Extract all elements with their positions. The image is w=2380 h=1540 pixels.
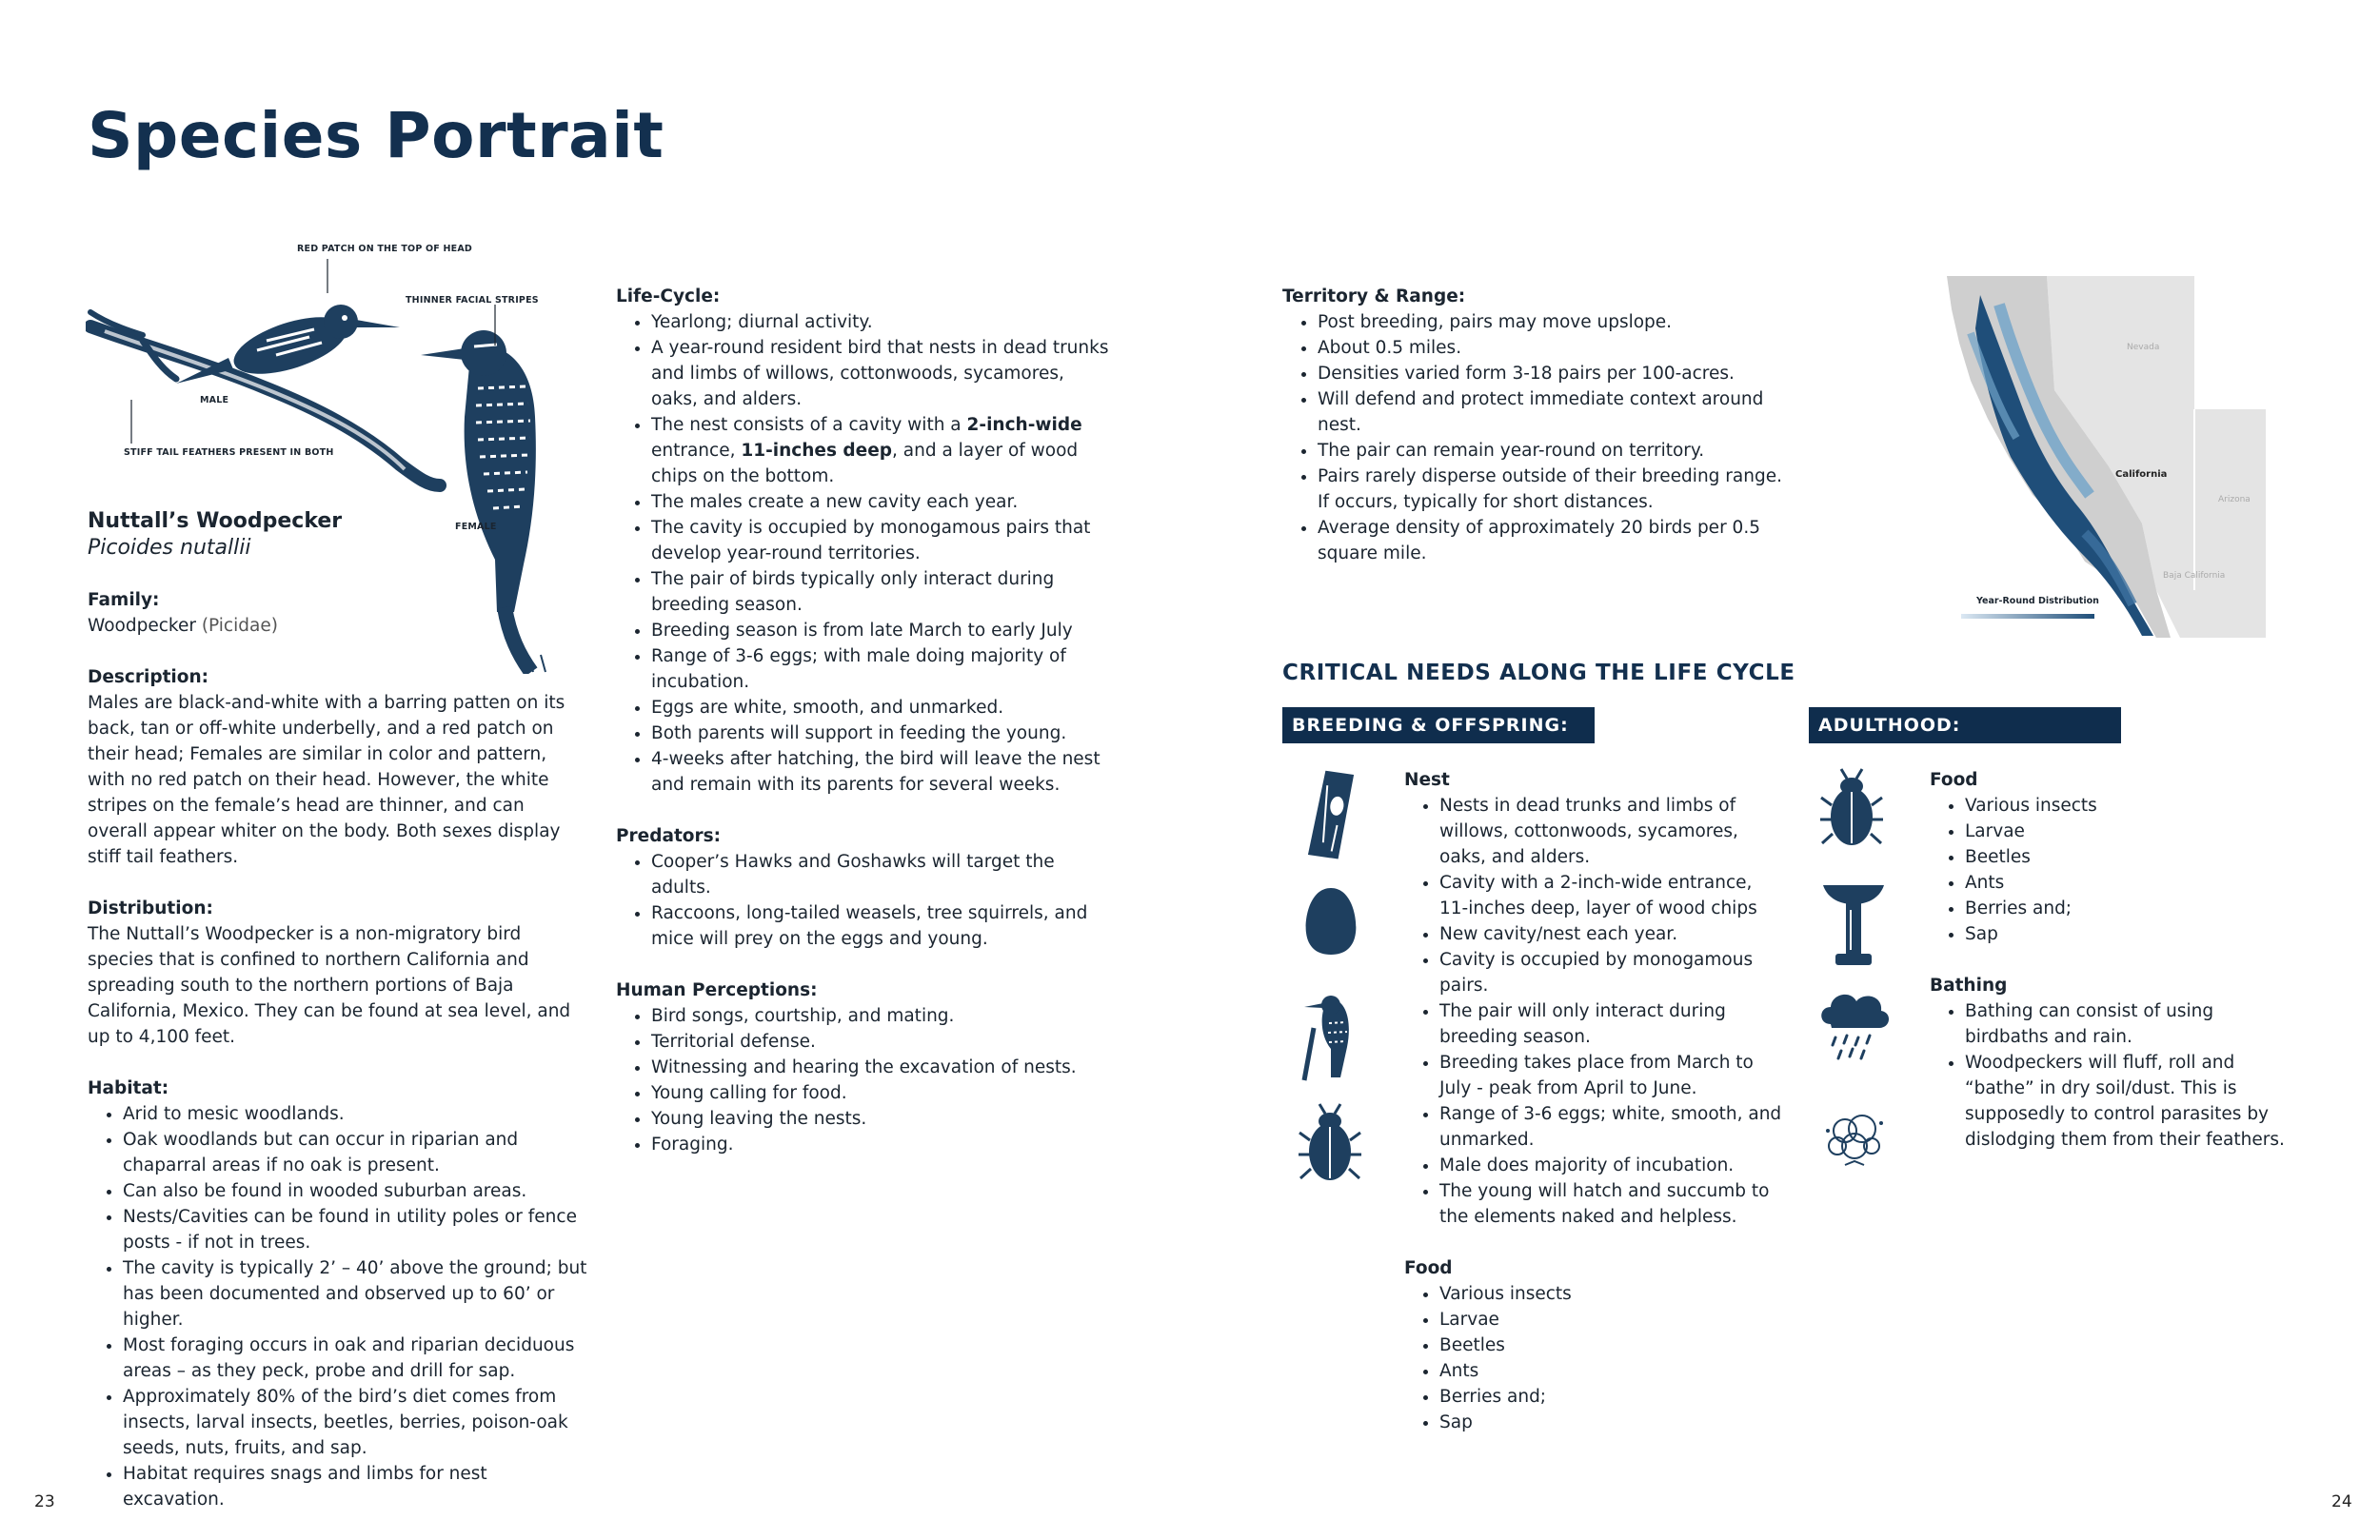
page-number-left: 23 (34, 1492, 55, 1511)
list-item: • Eggs are white, smooth, and unmarked. (651, 695, 1116, 721)
predators-list (616, 849, 1116, 952)
bathing-list (1930, 998, 2301, 1153)
adulthood-band: ADULTHOOD: (1809, 707, 2121, 743)
list-item: • Range of 3-6 eggs; white, smooth, and unmarked. (1439, 1101, 1785, 1153)
adult-food-heading: Food (1930, 770, 1978, 790)
list-item: • Breeding takes place from March to July - peak from April to June. (1439, 1050, 1785, 1101)
adulthood-text (1930, 767, 2301, 1153)
list-item: • Raccoons, long-tailed weasels, tree squirrels, and mice will prey on the eggs and young. (651, 900, 1116, 952)
list-item: • Will defend and protect immediate context around nest. (1318, 386, 1782, 438)
list-item: • Cavity with a 2-inch-wide entrance, 11-inches deep, layer of wood chips (1439, 870, 1785, 921)
nest-text-1: The nest consists of a cavity with a (651, 415, 967, 435)
list-item: • Various insects (1965, 793, 2301, 819)
list-item: • Habitat requires snags and limbs for nest excavation. (123, 1461, 587, 1512)
map-legend-label: Year-Round Distribution (1976, 596, 2099, 606)
list-item: • About 0.5 miles. (1318, 335, 1782, 361)
list-item: • Beetles (1439, 1333, 1785, 1358)
egg-icon (1302, 885, 1359, 958)
list-item: • Young calling for food. (651, 1080, 1116, 1106)
range-map (1942, 276, 2266, 638)
species-scientific-name: Picoides nutallii (88, 536, 251, 560)
list-item: • Most foraging occurs in oak and riparian deciduous areas – as they peck, probe and drill for sap. (123, 1333, 587, 1384)
distribution-heading: Distribution: (88, 898, 213, 918)
list-item: • Various insects (1439, 1281, 1785, 1307)
birdbath-icon (1820, 876, 1887, 971)
list-item: • Approximately 80% of the bird’s diet comes from insects, larval insects, beetles, berries, poison-oak seeds, nuts, fruits, and sap. (123, 1384, 587, 1461)
breeding-food-list (1404, 1281, 1785, 1435)
adult-food-list (1930, 793, 2301, 947)
list-item: • Arid to mesic woodlands. (123, 1101, 587, 1127)
family-name: Woodpecker (88, 616, 196, 636)
range-map-graphic (1942, 276, 2266, 638)
list-item: • Foraging. (651, 1132, 1116, 1157)
list-item: • Cavity is occupied by monogamous pairs. (1439, 947, 1785, 998)
list-item: • Post breeding, pairs may move upslope. (1318, 309, 1782, 335)
list-item: • Range of 3-6 eggs; with male doing majority of incubation. (651, 643, 1116, 695)
list-item: • The pair will only interact during breeding season. (1439, 998, 1785, 1050)
map-label-nevada: Nevada (2127, 343, 2160, 352)
bathing-heading: Bathing (1930, 976, 2008, 996)
list-item: • Cooper’s Hawks and Goshawks will target the adults. (651, 849, 1116, 900)
map-label-baja: Baja California (2163, 571, 2226, 581)
column-1 (88, 508, 587, 1512)
territory-list (1282, 309, 1782, 566)
nest-list (1404, 793, 1785, 1230)
callout-male: MALE (200, 395, 229, 405)
list-item: • Bathing can consist of using birdbaths and rain. (1965, 998, 2301, 1050)
description-text: Males are black-and-white with a barring patten on its back, tan or off-white underbelly, and a red patch on their head; Females are similar in color and pattern, with no red patch on their head. However, the white stripes on the female’s head are thinner, and can overall appear whiter on the body. Both sexes display stiff tail feathers. (88, 693, 565, 867)
life-cycle-heading: Life-Cycle: (616, 286, 721, 306)
nest-bold-1: 2-inch-wide (966, 415, 1082, 435)
callout-female: FEMALE (455, 522, 497, 532)
list-item: • Berries and; (1965, 896, 2301, 921)
breeding-food-heading: Food (1404, 1258, 1453, 1278)
list-item: • Average density of approximately 20 birds per 0.5 square mile. (1318, 515, 1782, 566)
habitat-heading: Habitat: (88, 1078, 169, 1098)
list-item: • Bird songs, courtship, and mating. (651, 1003, 1116, 1029)
family-latin: (Picidae) (201, 616, 278, 636)
critical-needs-heading: CRITICAL NEEDS ALONG THE LIFE CYCLE (1282, 661, 1795, 685)
list-item: • Ants (1965, 870, 2301, 896)
list-item: • Beetles (1965, 844, 2301, 870)
territory-section (1282, 284, 1782, 566)
dust-icon (1816, 1102, 1893, 1178)
list-item: • Territorial defense. (651, 1029, 1116, 1055)
human-perceptions-heading: Human Perceptions: (616, 980, 818, 1000)
list-item: • The cavity is occupied by monogamous pairs that develop year-round territories. (651, 515, 1116, 566)
list-item: • Sap (1965, 921, 2301, 947)
callout-facial-stripes: THINNER FACIAL STRIPES (406, 295, 539, 306)
list-item: • Both parents will support in feeding the young. (651, 721, 1116, 746)
list-item: • Berries and; (1439, 1384, 1785, 1410)
family-heading: Family: (88, 590, 160, 610)
list-item: • Nests in dead trunks and limbs of willows, cottonwoods, sycamores, oaks, and alders. (1439, 793, 1785, 870)
list-item: • Larvae (1965, 819, 2301, 844)
woodpecker-icon (1295, 990, 1361, 1085)
description-heading: Description: (88, 667, 209, 687)
list-item: • The pair can remain year-round on territory. (1318, 438, 1782, 464)
list-item: • A year-round resident bird that nests in dead trunks and limbs of willows, cottonwoods, sycamores, oaks, and alders. (651, 335, 1116, 412)
list-item: • Can also be found in wooded suburban areas. (123, 1178, 587, 1204)
page-number-right: 24 (2331, 1492, 2352, 1511)
nest-text-2: entrance, (651, 441, 742, 461)
beetle-icon (1818, 767, 1885, 855)
nest-heading: Nest (1404, 770, 1450, 790)
habitat-list (88, 1101, 587, 1512)
human-perceptions-list (616, 1003, 1116, 1157)
list-item: • New cavity/nest each year. (1439, 921, 1785, 947)
territory-heading: Territory & Range: (1282, 286, 1466, 306)
list-item: • Yearlong; diurnal activity. (651, 309, 1116, 335)
species-common-name: Nuttall’s Woodpecker (88, 509, 343, 533)
list-item: • Woodpeckers will fluff, roll and “bathe” in dry soil/dust. This is supposedly to control parasites by dislodging them from their feathers. (1965, 1050, 2301, 1153)
list-item: • Ants (1439, 1358, 1785, 1384)
list-item: • Breeding season is from late March to early July (651, 618, 1116, 643)
list-item: • Sap (1439, 1410, 1785, 1435)
list-item: • Male does majority of incubation. (1439, 1153, 1785, 1178)
map-label-arizona: Arizona (2218, 495, 2251, 504)
map-label-california: California (2115, 469, 2168, 480)
list-item: • Young leaving the nests. (651, 1106, 1116, 1132)
rain-cloud-icon (1816, 986, 1893, 1072)
distribution-text: The Nuttall’s Woodpecker is a non-migratory bird species that is confined to northern California and spreading south to the northern portions of Baja California, Mexico. They can be found at sea level, and up to 4,100 feet. (88, 924, 571, 1047)
breeding-text (1404, 767, 1785, 1435)
list-item: • The pair of birds typically only interact during breeding season. (651, 566, 1116, 618)
beetle-icon (1297, 1102, 1363, 1190)
nest-text-3: , and a layer of wood chips on the bottom. (651, 441, 1079, 486)
page-title: Species Portrait (88, 99, 664, 172)
log-icon (1302, 767, 1359, 862)
life-cycle-list (616, 309, 1116, 798)
callout-red-patch: RED PATCH ON THE TOP OF HEAD (297, 244, 472, 254)
list-item: • The young will hatch and succumb to the elements naked and helpless. (1439, 1178, 1785, 1230)
family-value (88, 613, 587, 639)
predators-heading: Predators: (616, 826, 722, 846)
list-item-nest (651, 412, 1116, 489)
list-item: • Witnessing and hearing the excavation of nests. (651, 1055, 1116, 1080)
list-item: • Oak woodlands but can occur in riparian and chaparral areas if no oak is present. (123, 1127, 587, 1178)
callout-stiff-tail: STIFF TAIL FEATHERS PRESENT IN BOTH (124, 447, 334, 458)
list-item: • 4-weeks after hatching, the bird will leave the nest and remain with its parents for several weeks. (651, 746, 1116, 798)
list-item: • The cavity is typically 2’ – 40’ above the ground; but has been documented and observed up to 60’ or higher. (123, 1255, 587, 1333)
list-item: • Pairs rarely disperse outside of their breeding range. If occurs, typically for short distances. (1318, 464, 1782, 515)
list-item: • The males create a new cavity each year. (651, 489, 1116, 515)
list-item: • Larvae (1439, 1307, 1785, 1333)
list-item: • Densities varied form 3-18 pairs per 100-acres. (1318, 361, 1782, 386)
column-2 (616, 284, 1116, 1157)
nest-bold-2: 11-inches deep (741, 441, 892, 461)
list-item: • Nests/Cavities can be found in utility poles or fence posts - if not in trees. (123, 1204, 587, 1255)
breeding-band: BREEDING & OFFSPRING: (1282, 707, 1595, 743)
